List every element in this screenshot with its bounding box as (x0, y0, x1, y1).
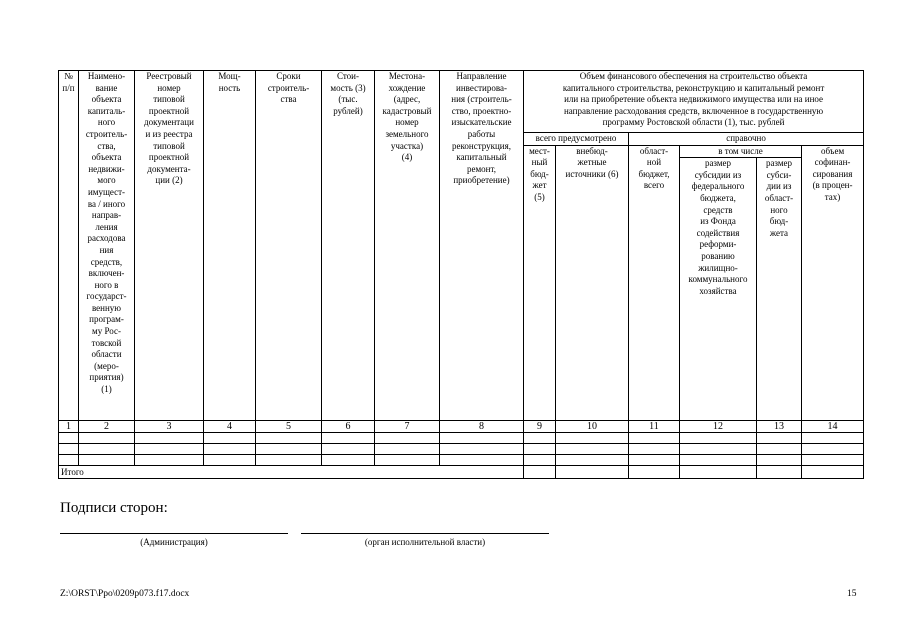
header-col-construction-period: Сроки строитель- ства (256, 71, 322, 421)
column-number: 1 (59, 421, 79, 433)
header-col-federal-subsidy: размер субсидии из федерального бюджета, средств из Фонда содействия реформи- рованию жилищно- коммунального хозяйства (680, 158, 757, 421)
header-total-provided: всего предусмотрено (524, 133, 629, 146)
signature-label-administration: (Администрация) (140, 537, 208, 547)
column-number: 5 (256, 421, 322, 433)
header-col-cofinancing: объем софинан- сирования (в процен- тах) (802, 145, 864, 421)
header-col-capacity: Мощ- ность (204, 71, 256, 421)
column-number: 11 (629, 421, 680, 433)
column-number: 13 (757, 421, 802, 433)
column-number: 6 (322, 421, 375, 433)
column-number: 10 (556, 421, 629, 433)
footer-file-path: Z:\ORST\Ppo\0209p073.f17.docx (60, 589, 190, 599)
header-col-regional-budget: област- ной бюджет, всего (629, 145, 680, 421)
page-number: 15 (847, 589, 857, 599)
column-number: 7 (375, 421, 440, 433)
signatures-title: Подписи сторон: (60, 500, 168, 516)
header-col-registry-number: Реестровый номер типовой проектной документаци и из реестра типовой проектной документа- ции (2) (135, 71, 204, 421)
column-number: 4 (204, 421, 256, 433)
header-col-local-budget: мест- ный бюд- жет (5) (524, 145, 556, 421)
total-row (59, 466, 864, 479)
column-numbers-row (59, 421, 864, 433)
header-col-object-name: Наимено- вание объекта капиталь- ного строитель- ства, объекта недвижи- мого имущест- ва / иного направ- ления расходова ния средств, включен- ного в государст- венную програм- му Рос- товской области (меро- приятия) (1) (79, 71, 135, 421)
header-col-location: Местона- хождение (адрес, кадастровый номер земельного участка) (4) (375, 71, 440, 421)
table-row (59, 455, 864, 466)
column-number: 9 (524, 421, 556, 433)
column-number: 8 (440, 421, 524, 433)
header-including: в том числе (680, 145, 802, 158)
header-reference: справочно (629, 133, 864, 146)
financing-table (58, 70, 864, 479)
table-row (59, 444, 864, 455)
header-funding-volume: Объем финансового обеспечения на строительство объекта капитального строительства, реконструкцию и капитальный ремонт или на приобретение объекта недвижимого имущества или на иное направление расходования средств, включенное в государственную программу Ростовской области (1), тыс. рублей (524, 71, 864, 133)
column-number: 2 (79, 421, 135, 433)
signature-line-executive-body (301, 533, 549, 534)
header-col-cost: Стои- мость (3) (тыс. рублей) (322, 71, 375, 421)
header-col-investment-direction: Направление инвестирова- ния (строитель- ство, проектно- изыскательские работы реконструкция, капитальный ремонт, приобретение) (440, 71, 524, 421)
total-label: Итого (59, 466, 524, 479)
signature-line-administration (60, 533, 288, 534)
header-col-number: № п/п (59, 71, 79, 421)
table-row (59, 433, 864, 444)
header-col-extrabudgetary: внебюд- жетные источники (6) (556, 145, 629, 421)
signature-label-executive-body: (орган исполнительной власти) (364, 537, 486, 547)
column-number: 12 (680, 421, 757, 433)
column-number: 3 (135, 421, 204, 433)
column-number: 14 (802, 421, 864, 433)
header-col-regional-subsidy: размер субси- дии из област- ного бюд- жета (757, 158, 802, 421)
